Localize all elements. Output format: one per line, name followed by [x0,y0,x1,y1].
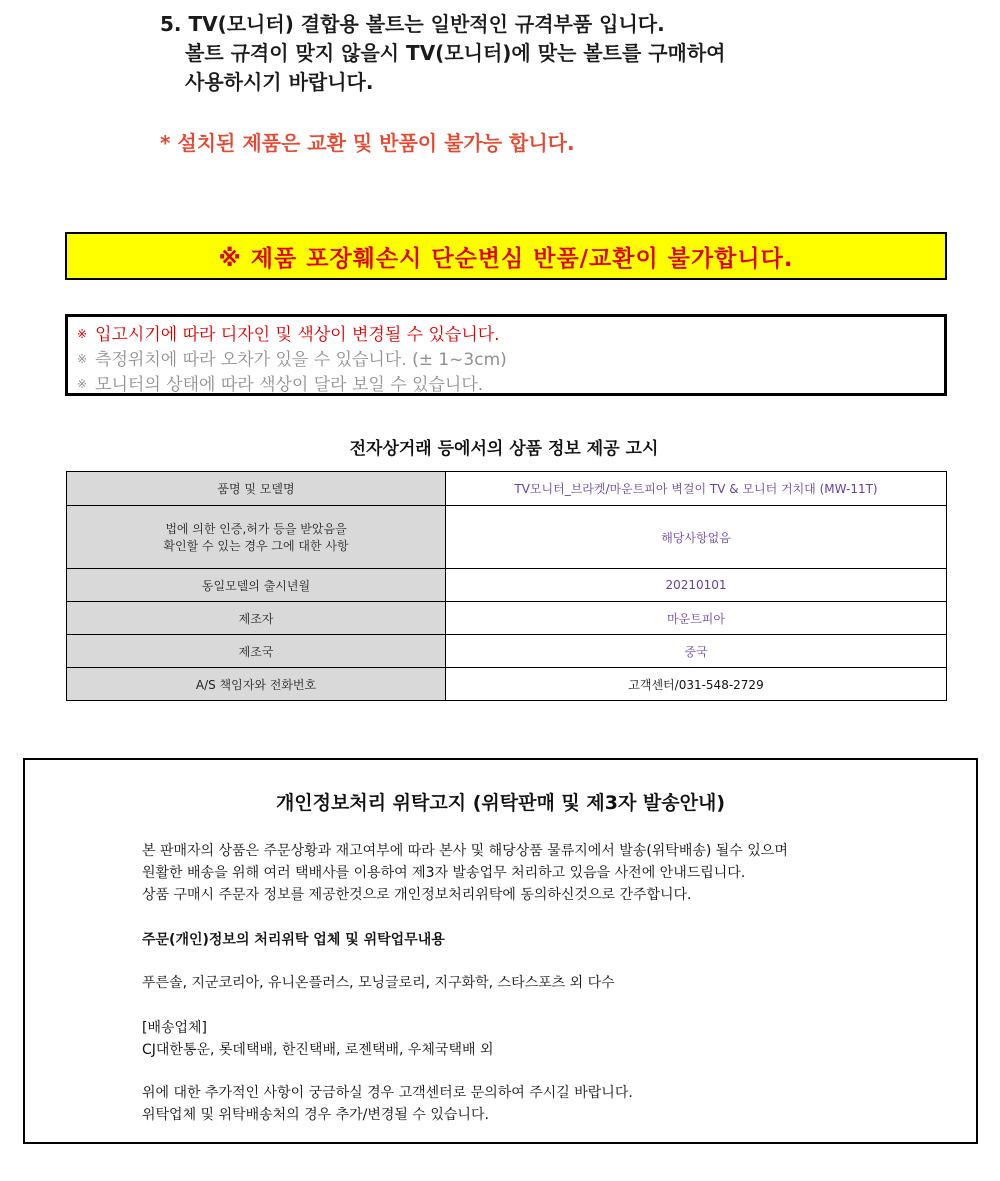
packaging-warning-text: ※ 제품 포장훼손시 단순변심 반품/교환이 불가합니다. [218,245,794,272]
note-measurement-error [77,345,507,370]
packaging-warning-banner [65,232,947,280]
table-row [67,635,947,668]
row-value: TV모니터_브라켓/마운트피아 벽걸이 TV & 모니터 거치대 (MW-11T) [446,472,947,506]
table-row [67,668,947,701]
install-warning: * 설치된 제품은 교환 및 반품이 불가능 합니다. [160,131,575,155]
privacy-paragraph-line: 원활한 배송을 위해 여러 택배사를 이용하여 제3자 발송업무 처리하고 있음을 사전에 안내드립니다. [142,865,746,881]
bolt-notice-line1: 5. TV(모니터) 결합용 볼트는 일반적인 규격부품 입니다. [160,12,665,36]
row-value: 고객센터/031-548-2729 [446,668,947,701]
bolt-notice-line3: 사용하시기 바랍니다. [185,70,374,94]
row-key: 동일모델의 출시년월 [67,569,446,602]
row-key: A/S 책임자와 전화번호 [67,668,446,701]
note-design-change [77,320,500,345]
row-value: 중국 [446,635,947,668]
privacy-subtitle: 주문(개인)정보의 처리위탁 업체 및 위탁업무내용 [142,932,445,948]
table-row [67,602,947,635]
table-row [67,506,947,569]
note-text: 측정위치에 따라 오차가 있을 수 있습니다. (± 1~3cm) [95,350,507,370]
row-value: 20210101 [446,569,947,602]
privacy-notice-box [23,758,978,1144]
delivery-label: [배송업체] [142,1020,208,1036]
row-value: 해당사항없음 [446,506,947,569]
privacy-paragraph-line: 본 판매자의 상품은 주문상황과 재고여부에 따라 본사 및 해당상품 물류지에서 발송(위탁배송) 될수 있으며 [142,843,788,859]
note-text: 입고시기에 따라 디자인 및 색상이 변경될 수 있습니다. [95,325,500,345]
row-key: 품명 및 모델명 [67,472,446,506]
consignee-companies: 푸른솔, 지군코리아, 유니온플러스, 모닝글로리, 지구화학, 스타스포츠 외 다수 [142,975,615,991]
product-info-title: 전자상거래 등에서의 상품 정보 제공 고시 [349,439,659,459]
row-value: 마운트피아 [446,602,947,635]
delivery-list: CJ대한통운, 롯데택배, 한진택배, 로젠택배, 우체국택배 외 [142,1042,494,1058]
privacy-footer-line: 위에 대한 추가적인 사항이 궁금하실 경우 고객센터로 문의하여 주시길 바랍니다. [142,1085,633,1101]
note-color-variation [77,370,483,395]
reference-mark-icon: ※ [77,352,88,366]
product-info-table [66,471,947,701]
row-key-line: 법에 의한 인증,허가 등을 받았음을 [165,522,347,536]
privacy-paragraph-line: 상품 구매시 주문자 정보를 제공한것으로 개인정보처리위탁에 동의하신것으로 간주합니다. [142,887,692,903]
table-row [67,569,947,602]
row-key [67,506,446,569]
bolt-notice [160,10,726,97]
notes-box [65,314,947,396]
privacy-footer-line: 위탁업체 및 위탁배송처의 경우 추가/변경될 수 있습니다. [142,1107,489,1123]
row-key-line: 확인할 수 있는 경우 그에 대한 사항 [163,539,349,553]
reference-mark-icon: ※ [77,327,88,341]
table-row [67,472,947,506]
note-text: 모니터의 상태에 따라 색상이 달라 보일 수 있습니다. [95,375,484,395]
reference-mark-icon: ※ [77,377,88,391]
row-key: 제조국 [67,635,446,668]
row-key: 제조자 [67,602,446,635]
privacy-title: 개인정보처리 위탁고지 (위탁판매 및 제3자 발송안내) [275,792,726,814]
bolt-notice-line2: 볼트 규격이 맞지 않을시 TV(모니터)에 맞는 볼트를 구매하여 [185,41,726,65]
